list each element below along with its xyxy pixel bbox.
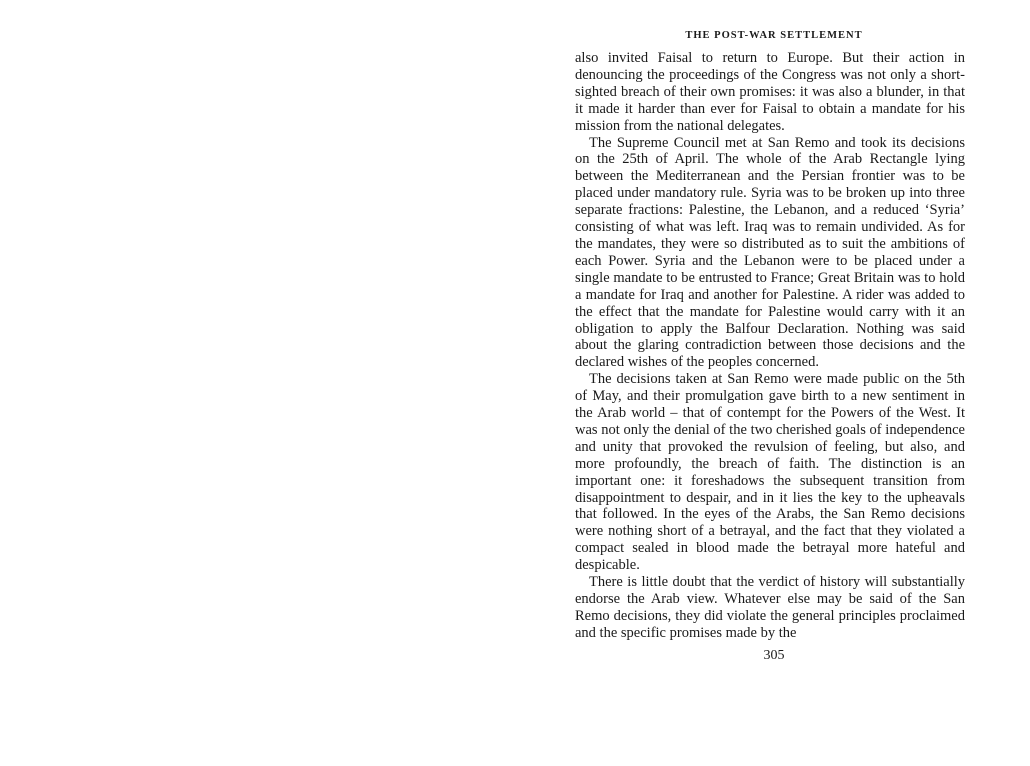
page-number: 305 (763, 647, 785, 663)
paragraph-continuation: also invited Faisal to return to Europe. But their action in denouncing the proceedings of the Congress was not only a short-sighted breach of their own promises: it was also a blunder, in that it made it harder than ever for Faisal to obtain a mandate for his mission from the national delegates. (575, 50, 965, 134)
book-page (575, 30, 965, 664)
paragraph-verdict-of-history: There is little doubt that the verdict of history will substantially endorse the Arab view. Whatever else may be said of the San Remo decisions, they did violate the general principles proclaimed and the specific promises made by the (575, 574, 965, 641)
paragraph-san-remo-decisions: The Supreme Council met at San Remo and took its decisions on the 25th of April. The whole of the Arab Rectangle lying between the Mediterranean and the Persian frontier was to be placed under mandatory rule. Syria was to be broken up into three separate fractions: Palestine, the Lebanon, and a reduced ‘Syria’ consisting of what was left. Iraq was to remain undivided. As for the mandates, they were so distributed as to suit the ambitions of each Power. Syria and the Lebanon were to be placed under a single mandate to be entrusted to France; Great Britain was to hold a mandate for Iraq and another for Palestine. A rider was added to the effect that the mandate for Palestine would carry with it an obligation to apply the Balfour Declaration. Nothing was said about the glaring contradiction between those decisions and the declared wishes of the peoples concerned. (575, 134, 965, 371)
paragraph-promulgation: The decisions taken at San Remo were made public on the 5th of May, and their promulgation gave birth to a new sentiment in the Arab world – that of contempt for the Powers of the West. It was not only the denial of the two cherished goals of independence and unity that provoked the revulsion of feeling, but also, and more profoundly, the breach of faith. The distinction is an important one: it foreshadows the subsequent transition from disappointment to despair, and in it lies the key to the upheavals that followed. In the eyes of the Arabs, the San Remo decisions were nothing short of a betrayal, and the fact that they violated a compact sealed in blood made the betrayal more hateful and despicable. (575, 371, 965, 574)
running-head: THE POST-WAR SETTLEMENT (685, 30, 863, 41)
